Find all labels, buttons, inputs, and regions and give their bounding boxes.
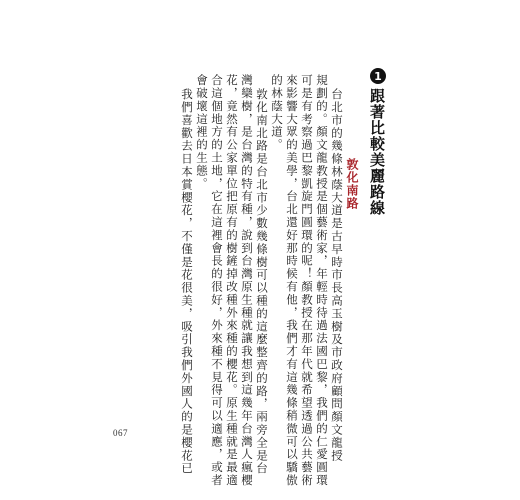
chapter-heading [367,68,388,216]
chapter-title: 跟著比較美麗路線 [368,88,386,216]
text-line: 我們喜歡去日本賞櫻花，不僅是花很美，吸引我們外國人的是櫻花已 [180,88,194,475]
text-line: 合這個地方的土地，它在這裡會長的很好，外來種不見得可以適應，或者 [210,74,224,487]
text-line: 花，竟然有公家單位把原有的樹鏟掉改種外來種的櫻花。原生種就是最適 [225,74,239,487]
text-line: 的林蔭大道。 [270,74,284,152]
page-number: 067 [113,428,128,438]
text-line: 敦化南北路是台北市少數幾條樹可以種的這麼整齊的路，兩旁全是台 [255,88,269,475]
text-line: 可是有考察過巴黎凱旋門圓環的呢！顏教授在那年代就希望透過公共藝術 [300,74,314,487]
section-title: 敦化南路 [345,158,359,210]
text-line: 灣欒樹，是台灣的特有種，說到台灣原生種就讓我想到這幾年台灣人瘋櫻 [240,74,254,487]
text-line: 規劃的。顏文龍教授是個藝術家，年輕時待過法國巴黎，我們的仁愛圓環 [315,74,329,487]
text-line: 會破壞這裡的生態。 [195,74,209,191]
chapter-number-badge: 1 [371,69,385,83]
text-line: 台北市的幾條林蔭大道是古早時市長高玉樹及市政府顧問顏文龍授 [330,88,344,463]
text-line: 來影響大眾的美學，台北還好那時候有他，我們才有這幾條稍微可以驕傲 [285,74,299,487]
